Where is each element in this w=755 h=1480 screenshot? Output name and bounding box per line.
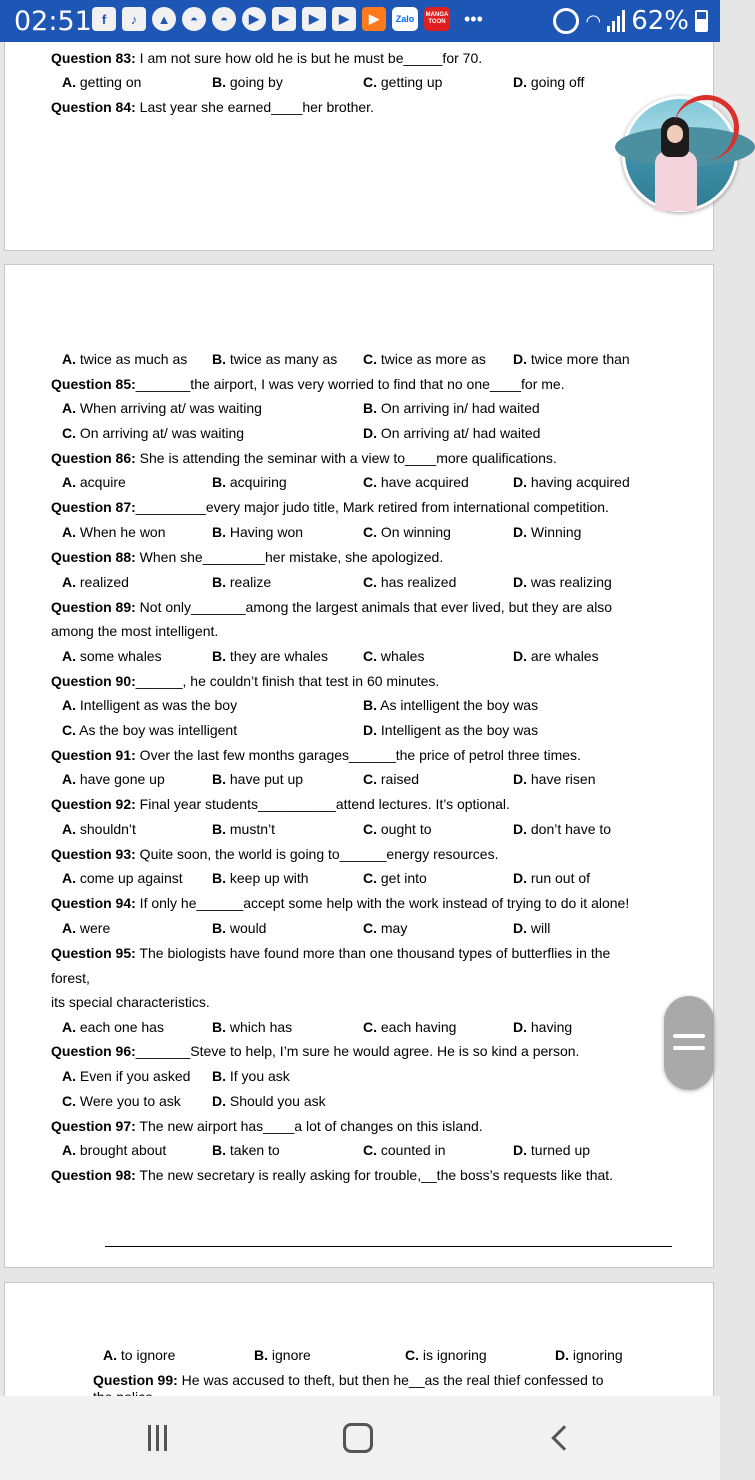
wifi-icon: ◠ — [585, 10, 602, 32]
option-text: whales — [377, 648, 425, 664]
answer-option — [212, 1019, 292, 1036]
question-body: Final year students__________attend lectures. It’s optional. — [135, 796, 510, 812]
option-text: keep up with — [226, 870, 309, 886]
option-text: twice as many as — [226, 351, 338, 367]
option-text: have put up — [226, 771, 304, 787]
option-text: raised — [377, 771, 420, 787]
question-body: Not only_______among the largest animals that ever lived, but they are also — [135, 599, 613, 615]
question-body: ______, he couldn’t finish that test in 60 minutes. — [135, 673, 440, 689]
document-page — [4, 264, 714, 1268]
answer-option — [363, 648, 424, 665]
answer-option — [555, 1347, 623, 1364]
answer-option — [212, 920, 266, 937]
alarm-icon — [553, 8, 579, 34]
option-letter: A. — [62, 1142, 76, 1158]
option-letter: C. — [405, 1347, 419, 1363]
option-text: shouldn’t — [76, 821, 136, 837]
question-body: Quite soon, the world is going to______energy resources. — [135, 846, 499, 862]
option-letter: C. — [363, 1019, 377, 1035]
option-letter: A. — [62, 821, 76, 837]
option-text: will — [527, 920, 551, 936]
option-letter: C. — [363, 821, 377, 837]
question-body: The new secretary is really asking for trouble,__the boss’s requests like that. — [135, 1167, 614, 1183]
answer-option — [363, 771, 419, 788]
option-text: Intelligent as was the boy — [76, 697, 238, 713]
option-letter: B. — [212, 1142, 226, 1158]
option-text: As intelligent the boy was — [377, 697, 539, 713]
option-letter: A. — [62, 870, 76, 886]
answer-option — [405, 1347, 487, 1364]
option-text: acquiring — [226, 474, 287, 490]
option-text: they are whales — [226, 648, 328, 664]
option-letter: A. — [62, 400, 76, 416]
answer-option — [62, 648, 162, 665]
answer-option — [513, 648, 599, 665]
answer-option — [513, 870, 590, 887]
status-bar — [0, 0, 720, 42]
option-text: On winning — [377, 524, 451, 540]
answer-option — [513, 524, 581, 541]
option-text: On arriving at/ was waiting — [76, 425, 245, 441]
option-text: don’t have to — [527, 821, 612, 837]
chat-head-avatar[interactable] — [622, 96, 738, 212]
option-letter: C. — [363, 351, 377, 367]
option-text: realized — [76, 574, 129, 590]
option-text: going by — [226, 74, 283, 90]
option-text: If you ask — [226, 1068, 290, 1084]
option-text: to ignore — [117, 1347, 176, 1363]
option-text: ignore — [268, 1347, 311, 1363]
answer-option — [513, 920, 550, 937]
option-letter: D. — [513, 574, 527, 590]
answer-option — [212, 474, 287, 491]
question-number: Question 96: — [51, 1043, 136, 1059]
option-text: was realizing — [527, 574, 612, 590]
question-text — [51, 376, 565, 393]
answer-option — [363, 697, 538, 714]
question-text — [51, 50, 482, 67]
option-text: twice as more as — [377, 351, 486, 367]
answer-option — [363, 1142, 446, 1159]
answer-option — [363, 425, 540, 442]
option-letter: C. — [363, 870, 377, 886]
option-letter: B. — [212, 574, 226, 590]
answer-option — [212, 351, 337, 368]
answer-option — [212, 1068, 290, 1085]
option-text: each one has — [76, 1019, 164, 1035]
option-letter: D. — [513, 474, 527, 490]
option-text: On arriving in/ had waited — [377, 400, 540, 416]
option-letter: D. — [212, 1093, 226, 1109]
option-text: getting up — [377, 74, 443, 90]
option-text: When he won — [76, 524, 166, 540]
question-text-continued — [51, 994, 210, 1011]
option-text: Having won — [226, 524, 304, 540]
system-status — [553, 6, 708, 36]
option-letter: C. — [363, 920, 377, 936]
recent-apps-button[interactable] — [137, 1422, 177, 1454]
answer-option — [62, 74, 141, 91]
option-text: realize — [226, 574, 272, 590]
question-text — [51, 549, 443, 566]
question-text — [51, 1118, 483, 1135]
answer-option — [513, 1019, 572, 1036]
question-text — [51, 747, 581, 764]
answer-option — [62, 920, 110, 937]
answer-option — [212, 648, 328, 665]
option-letter: D. — [513, 821, 527, 837]
option-letter: B. — [212, 648, 226, 664]
document-page — [4, 42, 714, 251]
answer-option — [62, 821, 136, 838]
option-text: some whales — [76, 648, 162, 664]
answer-option — [212, 870, 309, 887]
answer-option — [363, 524, 451, 541]
option-letter: C. — [363, 74, 377, 90]
question-text — [93, 1372, 604, 1389]
question-number: Question 91: — [51, 747, 136, 763]
option-text: each having — [377, 1019, 457, 1035]
question-number: Question 83: — [51, 50, 136, 66]
option-text: counted in — [377, 1142, 446, 1158]
question-body: The biologists have found more than one thousand types of butterflies in the — [135, 945, 611, 961]
option-text: As the boy was intelligent — [76, 722, 238, 738]
option-text: acquire — [76, 474, 126, 490]
option-letter: A. — [103, 1347, 117, 1363]
option-letter: A. — [62, 351, 76, 367]
youtube-icon: ▶ — [332, 7, 356, 31]
option-letter: A. — [62, 574, 76, 590]
question-body: I am not sure how old he is but he must be_____for 70. — [135, 50, 483, 66]
answer-option — [62, 722, 237, 739]
navigation-bar — [0, 1396, 720, 1480]
option-letter: B. — [254, 1347, 268, 1363]
option-letter: D. — [513, 920, 527, 936]
answer-option — [254, 1347, 311, 1364]
answer-option — [513, 74, 584, 91]
option-letter: A. — [62, 1068, 76, 1084]
option-letter: D. — [513, 1142, 527, 1158]
answer-option — [62, 425, 244, 442]
option-text: come up against — [76, 870, 183, 886]
answer-option — [212, 1093, 326, 1110]
answer-option — [513, 574, 612, 591]
option-letter: D. — [363, 425, 377, 441]
option-letter: C. — [363, 648, 377, 664]
avatar-ring — [674, 95, 739, 160]
option-text: which has — [226, 1019, 293, 1035]
option-letter: C. — [62, 1093, 76, 1109]
option-letter: B. — [212, 821, 226, 837]
option-text: ignoring — [569, 1347, 623, 1363]
option-letter: A. — [62, 474, 76, 490]
answer-option — [62, 524, 166, 541]
option-letter: D. — [513, 524, 527, 540]
question-number: Question 99: — [93, 1372, 178, 1388]
option-letter: A. — [62, 74, 76, 90]
answer-option — [62, 870, 183, 887]
option-text: forest, — [51, 970, 90, 986]
option-text: were — [76, 920, 111, 936]
answer-option — [212, 574, 271, 591]
question-text — [51, 99, 374, 116]
question-body: Last year she earned____her brother. — [135, 99, 374, 115]
answer-option — [363, 400, 540, 417]
question-body: She is attending the seminar with a view to____more qualifications. — [135, 450, 557, 466]
option-letter: B. — [363, 697, 377, 713]
circle-icon: ◓ — [182, 7, 206, 31]
document-page — [4, 1282, 714, 1396]
back-button[interactable] — [540, 1422, 580, 1454]
option-letter: B. — [212, 920, 226, 936]
question-text — [51, 796, 510, 813]
option-text: has realized — [377, 574, 457, 590]
answer-option — [212, 524, 303, 541]
option-text: On arriving at/ had waited — [377, 425, 541, 441]
option-text: Should you ask — [226, 1093, 326, 1109]
answer-option — [513, 351, 630, 368]
option-letter: D. — [513, 870, 527, 886]
answer-option — [62, 697, 237, 714]
question-body: _________every major judo title, Mark retired from international competition. — [135, 499, 609, 515]
question-number: Question 86: — [51, 450, 136, 466]
question-body: If only he______accept some help with the work instead of trying to do it alone! — [135, 895, 630, 911]
answer-option — [212, 1142, 280, 1159]
answer-option — [62, 1068, 190, 1085]
option-letter: B. — [212, 74, 226, 90]
answer-option — [212, 771, 303, 788]
option-text: having — [527, 1019, 573, 1035]
youtube-icon: ▶ — [302, 7, 326, 31]
option-text: get into — [377, 870, 427, 886]
answer-option — [363, 821, 432, 838]
more-notifications-icon: ••• — [464, 8, 483, 29]
answer-option — [62, 351, 187, 368]
option-text: brought about — [76, 1142, 167, 1158]
answer-option — [363, 474, 469, 491]
option-letter: C. — [363, 1142, 377, 1158]
question-number: Question 87: — [51, 499, 136, 515]
option-letter: C. — [62, 722, 76, 738]
answer-option — [62, 1142, 166, 1159]
answer-option — [363, 351, 486, 368]
option-text: may — [377, 920, 408, 936]
answer-option — [513, 771, 595, 788]
option-letter: C. — [363, 524, 377, 540]
option-text: taken to — [226, 1142, 280, 1158]
option-letter: B. — [212, 1068, 226, 1084]
answer-option — [363, 920, 407, 937]
option-letter: B. — [212, 474, 226, 490]
question-text-continued — [51, 623, 218, 640]
option-text: run out of — [527, 870, 591, 886]
battery-icon — [695, 10, 708, 32]
home-button[interactable] — [338, 1422, 378, 1454]
question-text-continued — [51, 970, 90, 987]
option-text: are whales — [527, 648, 599, 664]
answer-option — [363, 870, 427, 887]
notification-icons — [92, 7, 483, 31]
zalo-icon: Zalo — [392, 7, 418, 31]
answer-option — [513, 1142, 590, 1159]
question-text — [51, 945, 610, 962]
manga-toon-icon: MANGA TOON — [424, 7, 450, 31]
option-letter: D. — [513, 771, 527, 787]
option-letter: D. — [513, 1019, 527, 1035]
youtube-icon: ▶ — [272, 7, 296, 31]
answer-option — [62, 574, 129, 591]
play-orange-icon: ▶ — [362, 7, 386, 31]
battery-percent: 62% — [631, 6, 689, 36]
question-number: Question 92: — [51, 796, 136, 812]
option-text: have acquired — [377, 474, 469, 490]
question-body: _______the airport, I was very worried to find that no one____for me. — [135, 376, 565, 392]
question-text — [51, 1043, 579, 1060]
question-number: Question 88: — [51, 549, 136, 565]
option-letter: B. — [212, 351, 226, 367]
question-text — [51, 599, 612, 616]
question-text — [51, 450, 557, 467]
question-body: When she________her mistake, she apologized. — [135, 549, 444, 565]
circle-icon: ◓ — [212, 7, 236, 31]
option-text: among the most intelligent. — [51, 623, 219, 639]
question-number: Question 90: — [51, 673, 136, 689]
question-number: Question 95: — [51, 945, 136, 961]
option-text: turned up — [527, 1142, 591, 1158]
question-number: Question 98: — [51, 1167, 136, 1183]
option-letter: B. — [363, 400, 377, 416]
answer-option — [363, 722, 538, 739]
tiktok-icon: ♪ — [122, 7, 146, 31]
option-text: Winning — [527, 524, 582, 540]
answer-option — [363, 1019, 456, 1036]
option-text: its special characteristics. — [51, 994, 210, 1010]
clock: 02:51 — [14, 6, 92, 37]
option-text: When arriving at/ was waiting — [76, 400, 262, 416]
question-number: Question 89: — [51, 599, 136, 615]
option-letter: C. — [363, 574, 377, 590]
app-icon: ▲ — [152, 7, 176, 31]
option-text: would — [226, 920, 267, 936]
option-letter: A. — [62, 524, 76, 540]
question-body: _______Steve to help, I’m sure he would agree. He is so kind a person. — [135, 1043, 580, 1059]
question-text — [51, 895, 629, 912]
option-text: having acquired — [527, 474, 630, 490]
option-letter: C. — [363, 771, 377, 787]
answer-option — [513, 821, 611, 838]
option-letter: B. — [212, 771, 226, 787]
option-text: ought to — [377, 821, 432, 837]
option-text: mustn’t — [226, 821, 276, 837]
option-letter: B. — [212, 1019, 226, 1035]
question-text — [51, 846, 498, 863]
question-number: Question 97: — [51, 1118, 136, 1134]
answer-option — [513, 474, 630, 491]
answer-option — [62, 1093, 181, 1110]
question-number: Question 85: — [51, 376, 136, 392]
question-text — [51, 673, 439, 690]
option-letter: A. — [62, 1019, 76, 1035]
play-icon: ▶ — [242, 7, 266, 31]
option-text: going off — [527, 74, 585, 90]
option-letter: A. — [62, 648, 76, 664]
option-text: Were you to ask — [76, 1093, 181, 1109]
question-text — [51, 499, 609, 516]
option-letter: C. — [363, 474, 377, 490]
answer-option — [62, 400, 262, 417]
option-letter: B. — [212, 870, 226, 886]
option-letter: A. — [62, 920, 76, 936]
answer-blank — [105, 1246, 672, 1247]
option-text: twice as much as — [76, 351, 188, 367]
question-number: Question 94: — [51, 895, 136, 911]
question-body: Over the last few months garages______the price of petrol three times. — [135, 747, 581, 763]
option-letter: C. — [62, 425, 76, 441]
answer-option — [363, 574, 456, 591]
option-letter: B. — [212, 524, 226, 540]
facebook-icon: f — [92, 7, 116, 31]
option-text: Even if you asked — [76, 1068, 191, 1084]
option-text: have gone up — [76, 771, 165, 787]
question-body: The new airport has____a lot of changes on this island. — [135, 1118, 483, 1134]
fast-scroll-handle[interactable] — [664, 996, 714, 1090]
question-number: Question 93: — [51, 846, 136, 862]
answer-option — [212, 821, 275, 838]
option-letter: D. — [513, 648, 527, 664]
signal-icon — [607, 10, 625, 32]
option-text: have risen — [527, 771, 596, 787]
option-letter: A. — [62, 771, 76, 787]
option-letter: A. — [62, 697, 76, 713]
option-letter: D. — [513, 74, 527, 90]
option-letter: D. — [555, 1347, 569, 1363]
question-text — [51, 1167, 613, 1184]
question-body: He was accused to theft, but then he__as the real thief confessed to — [177, 1372, 604, 1388]
option-text: twice more than — [527, 351, 630, 367]
answer-option — [62, 1019, 164, 1036]
answer-option — [363, 74, 442, 91]
question-number: Question 84: — [51, 99, 136, 115]
option-letter: D. — [513, 351, 527, 367]
option-text: getting on — [76, 74, 142, 90]
answer-option — [212, 74, 283, 91]
option-text: Intelligent as the boy was — [377, 722, 539, 738]
option-letter: D. — [363, 722, 377, 738]
option-text: is ignoring — [419, 1347, 487, 1363]
answer-option — [103, 1347, 175, 1364]
answer-option — [62, 474, 126, 491]
answer-option — [62, 771, 165, 788]
